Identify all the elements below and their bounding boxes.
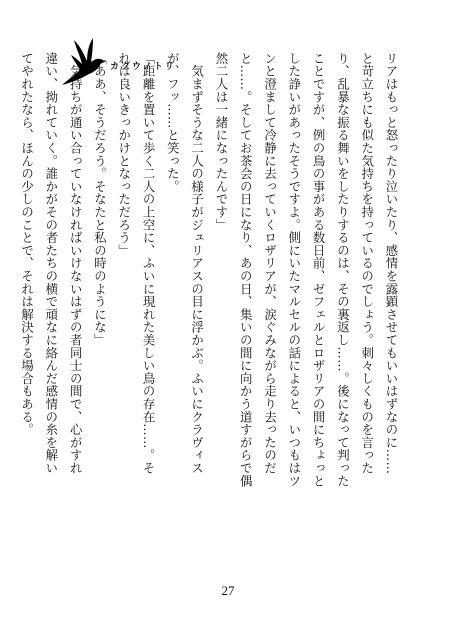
text-line: てやれたなら、ほんの少しのことで、それは解決する場合もある。 xyxy=(19,52,35,436)
text-line: 「距離を置いて歩く二人の上空に、ふいに現れた美しい鳥の存在……。そ xyxy=(141,52,157,475)
text-line: れは良いきっかけとなっただろう」 xyxy=(116,52,132,257)
text-line: リアはもっと怒ったり泣いたり、感情を露顕させてもいいはずなのに…… xyxy=(384,52,399,475)
text-line: 然二人は一緒になったんです」 xyxy=(213,52,229,232)
page-number: 27 xyxy=(221,583,235,598)
text-line: ンと澄まして冷静に去っていくロザリアが、涙ぐみながら走り去ったのだ xyxy=(262,52,278,475)
text-line: した諍いがあったそうですよ。側にいたマルセルの話によると、いつもはツ xyxy=(286,52,302,488)
text-line: 違い、拗れていく。誰かがその者たちの横で頑なに絡んだ感情の糸を解い xyxy=(43,52,59,475)
text-line: が、フッ……と笑った。 xyxy=(165,52,181,193)
vertical-body-text xyxy=(19,52,403,572)
text-line: 気持ちが通い合っていなければいけないはずの者同士の間で、心がすれ xyxy=(68,52,84,475)
text-line: り、乱暴な振る舞いをしたりするのは、その裏返し……。後になって判った xyxy=(335,52,351,488)
text-line: 気まずそうな二人の様子がジュリアスの目に浮かぶ。ふいにクラヴィス xyxy=(189,52,205,475)
text-line: と苛立ちにも似た気持ちを持っているのでしょう。刺々しくものを言った xyxy=(359,52,375,475)
text-line: ことですが、例の鳥の事がある数日前、ゼフェルとロザリアの間にちょっと xyxy=(311,52,327,488)
chapter-title: カクウノトリ xyxy=(110,62,176,72)
text-line: と……。そしてお茶会の日になり、あの日、集いの間に向かう道すがらで偶 xyxy=(238,52,254,488)
text-line: 「ああ、そうだろう。そなたと私の時のようにな」 xyxy=(92,52,108,347)
